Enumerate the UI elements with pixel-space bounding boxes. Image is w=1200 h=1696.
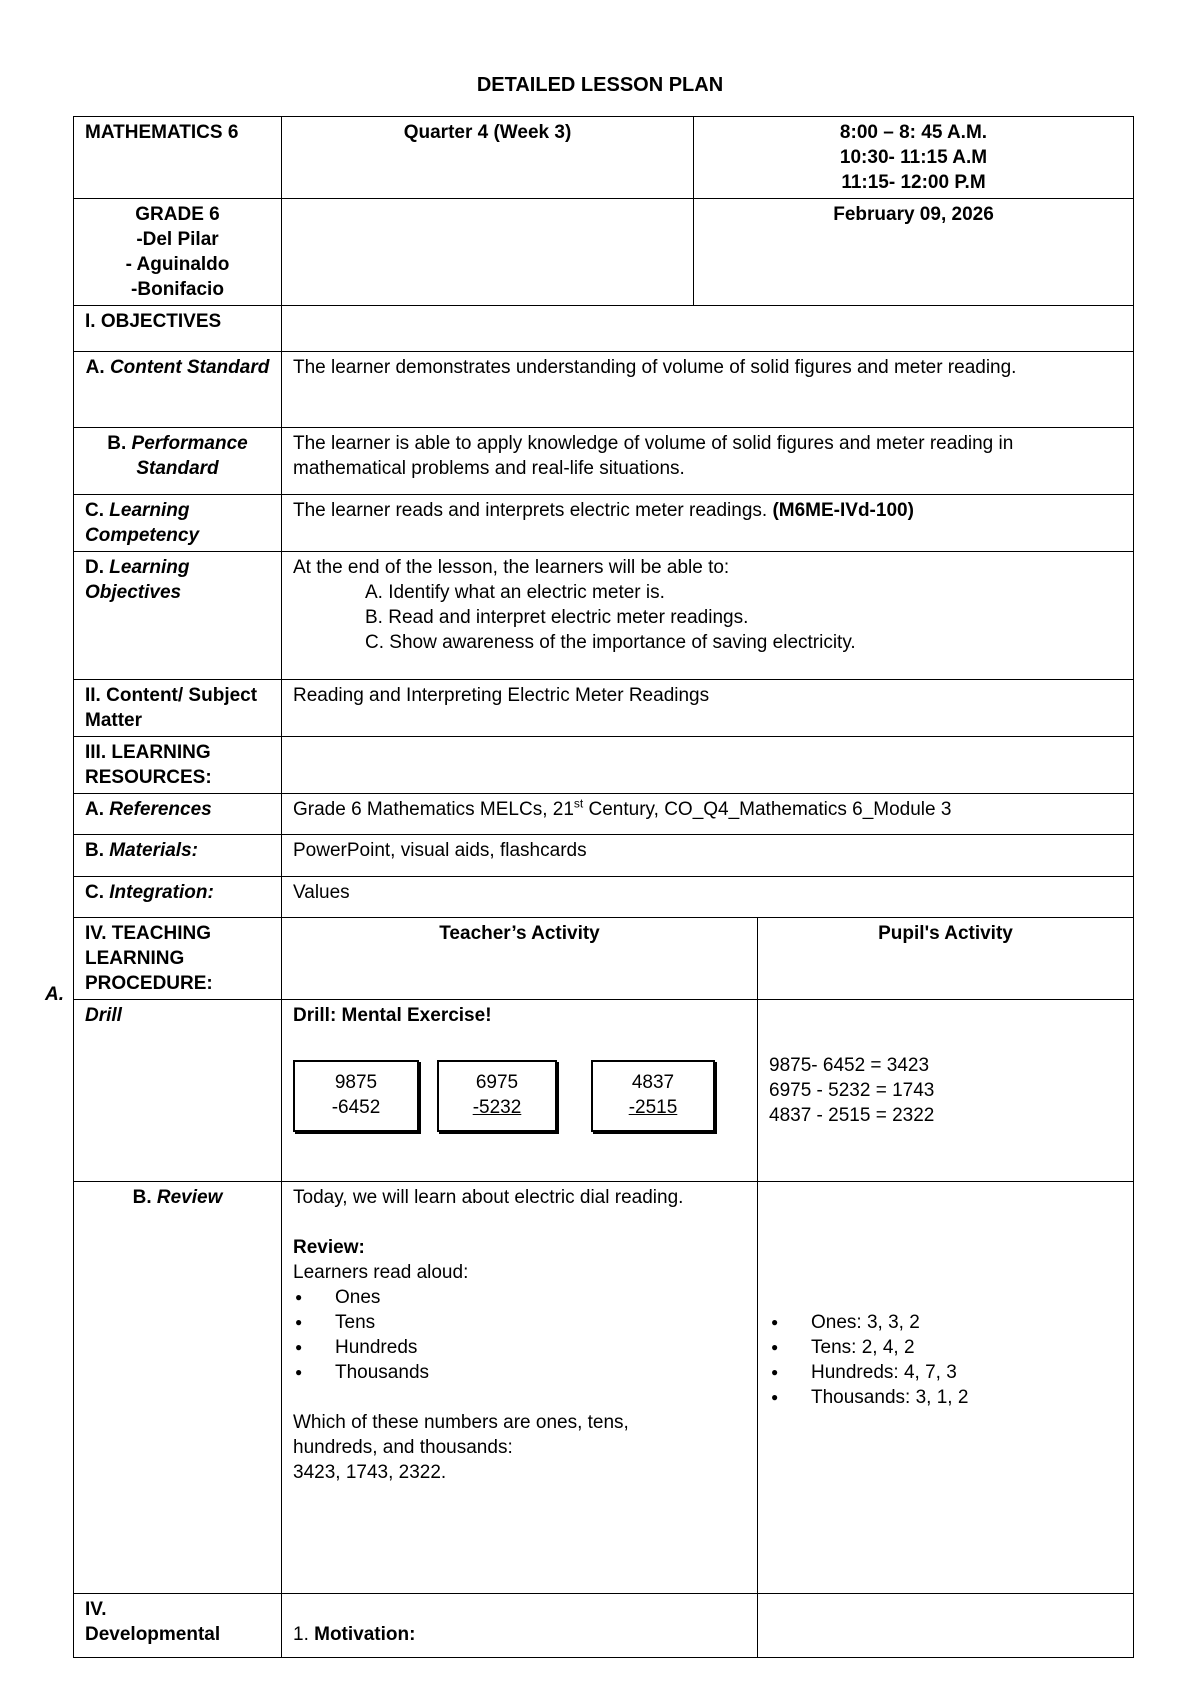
subject-matter-row <box>74 680 1134 737</box>
integration-text: Values <box>282 877 1134 918</box>
list-item: ● Thousands <box>293 1360 746 1385</box>
review-bullet-list <box>293 1285 746 1385</box>
objectives-heading: I. OBJECTIVES <box>74 306 282 352</box>
drill-row-marker: A. <box>45 984 64 1005</box>
list-item: ● Tens <box>293 1310 746 1335</box>
developmental-teacher-cell: 1. Motivation: <box>282 1594 758 1658</box>
resources-heading: III. LEARNING RESOURCES: <box>74 737 282 794</box>
review-label: B. Review <box>74 1182 282 1594</box>
section-name: - Aguinaldo <box>125 254 230 275</box>
materials-text: PowerPoint, visual aids, flashcards <box>282 835 1134 877</box>
review-numbers: 3423, 1743, 2322. <box>293 1462 447 1483</box>
procedure-heading-row <box>74 918 1134 1000</box>
drill-answer: 9875- 6452 = 3423 <box>769 1055 930 1076</box>
section-name: -Del Pilar <box>136 229 219 250</box>
drill-pupil-cell <box>758 1000 1134 1182</box>
review-read-aloud: Learners read aloud: <box>293 1262 469 1283</box>
time-slot: 8:00 – 8: 45 A.M. <box>839 122 988 143</box>
grade-cell <box>74 199 282 306</box>
page-title: DETAILED LESSON PLAN <box>476 74 724 96</box>
pupil-activity-header: Pupil's Activity <box>758 918 1134 1000</box>
lesson-plan-table <box>73 116 1134 1658</box>
review-row <box>74 1182 1134 1594</box>
review-intro: Today, we will learn about electric dial reading. <box>293 1187 684 1208</box>
learning-competency-row <box>74 495 1134 552</box>
references-row <box>74 794 1134 835</box>
teacher-activity-header: Teacher’s Activity <box>282 918 758 1000</box>
drill-answer: 6975 - 5232 = 1743 <box>769 1080 935 1101</box>
list-item: ● Thousands: 3, 1, 2 <box>769 1385 1122 1410</box>
time-slot: 11:15- 12:00 P.M <box>841 172 986 193</box>
header-row-1 <box>74 117 1134 199</box>
content-standard-text: The learner demonstrates understanding of volume of solid figures and meter reading. <box>282 352 1134 428</box>
references-text: Grade 6 Mathematics MELCs, 21st Century, CO_Q4_Mathematics 6_Module 3 <box>282 794 1134 835</box>
drill-label: Drill <box>74 1000 282 1182</box>
learning-competency-text: The learner reads and interprets electric meter readings. (M6ME-IVd-100) <box>282 495 1134 552</box>
objective-item: C. Show awareness of the importance of saving electricity. <box>365 632 856 653</box>
drill-title: Drill: Mental Exercise! <box>293 1005 492 1026</box>
drill-answer: 4837 - 2515 = 2322 <box>769 1105 935 1126</box>
review-pupil-cell <box>758 1182 1134 1594</box>
list-item: ● Hundreds <box>293 1335 746 1360</box>
motivation-label: Motivation: <box>314 1624 416 1645</box>
subject-cell: MATHEMATICS 6 <box>74 117 282 199</box>
subject-matter-text: Reading and Interpreting Electric Meter Readings <box>282 680 1134 737</box>
learning-objectives-row <box>74 552 1134 680</box>
content-standard-row <box>74 352 1134 428</box>
developmental-pupil-cell <box>758 1594 1134 1658</box>
review-answer-list <box>769 1310 1122 1410</box>
drill-teacher-cell <box>282 1000 758 1182</box>
drill-boxes <box>293 1028 746 1178</box>
grade-label: GRADE 6 <box>135 204 220 225</box>
time-slot: 10:30- 11:15 A.M <box>839 147 988 168</box>
list-item: ● Hundreds: 4, 7, 3 <box>769 1360 1122 1385</box>
performance-standard-text: The learner is able to apply knowledge of volume of solid figures and meter reading in mathematical problems and real-life situations. <box>282 428 1134 495</box>
drill-box: 9875 -6452 <box>293 1060 419 1132</box>
learning-competency-label: C. Learning Competency <box>74 495 282 552</box>
developmental-row <box>74 1594 1134 1658</box>
drill-box: 4837 -2515 <box>591 1060 715 1132</box>
objectives-intro: At the end of the lesson, the learners will be able to: <box>293 557 730 578</box>
empty-cell <box>282 737 1134 794</box>
developmental-label: IV. Developmental <box>74 1594 282 1658</box>
times-cell <box>694 117 1134 199</box>
review-teacher-cell <box>282 1182 758 1594</box>
references-label: A. References <box>74 794 282 835</box>
review-question: Which of these numbers are ones, tens, hundreds, and thousands: <box>293 1412 629 1458</box>
drill-box: 6975 -5232 <box>437 1060 557 1132</box>
header-row-2 <box>74 199 1134 306</box>
competency-code: (M6ME-IVd-100) <box>772 500 914 521</box>
performance-standard-row <box>74 428 1134 495</box>
objectives-heading-row <box>74 306 1134 352</box>
procedure-heading: IV. TEACHING LEARNING PROCEDURE: <box>74 918 282 1000</box>
resources-heading-row <box>74 737 1134 794</box>
subject-matter-label: II. Content/ Subject Matter <box>74 680 282 737</box>
date-cell: February 09, 2026 <box>694 199 1134 306</box>
review-heading: Review: <box>293 1237 365 1258</box>
content-standard-label: A. Content Standard <box>74 352 282 428</box>
list-item: ● Tens: 2, 4, 2 <box>769 1335 1122 1360</box>
empty-cell <box>282 199 694 306</box>
materials-row <box>74 835 1134 877</box>
empty-cell <box>282 306 1134 352</box>
performance-standard-label: B. Performance Standard <box>74 428 282 495</box>
learning-objectives-text <box>282 552 1134 680</box>
materials-label: B. Materials: <box>74 835 282 877</box>
objective-item: B. Read and interpret electric meter readings. <box>365 607 749 628</box>
integration-row <box>74 877 1134 918</box>
objective-item: A. Identify what an electric meter is. <box>365 582 665 603</box>
drill-row <box>74 1000 1134 1182</box>
integration-label: C. Integration: <box>74 877 282 918</box>
list-item: ● Ones: 3, 3, 2 <box>769 1310 1122 1335</box>
section-name: -Bonifacio <box>131 279 224 300</box>
list-item: ● Ones <box>293 1285 746 1310</box>
learning-objectives-label: D. Learning Objectives <box>74 552 282 680</box>
quarter-cell: Quarter 4 (Week 3) <box>282 117 694 199</box>
